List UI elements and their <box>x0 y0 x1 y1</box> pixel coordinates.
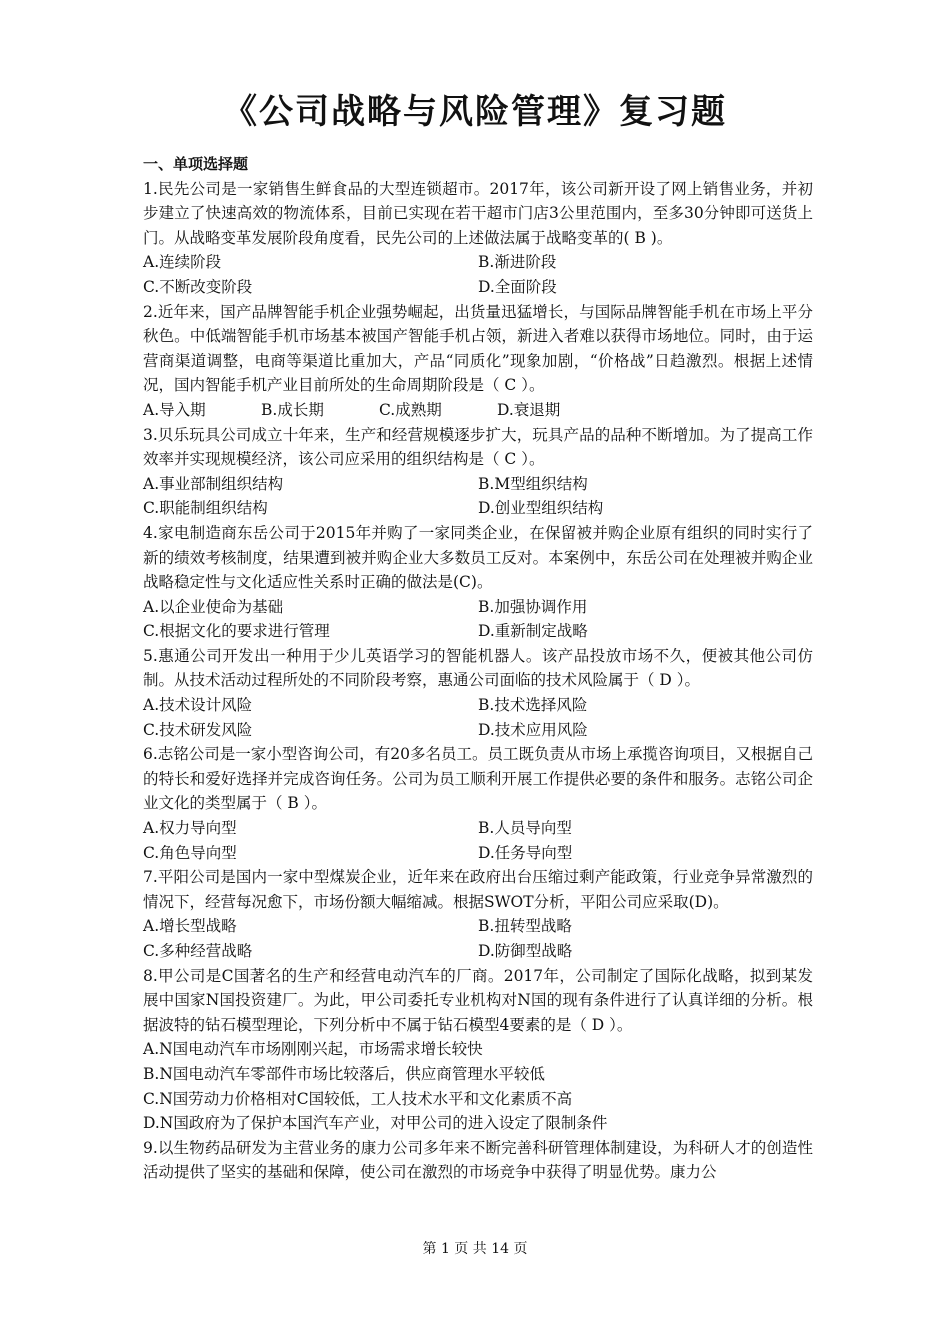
section-heading: 一、单项选择题 <box>143 155 249 173</box>
option: C.N国劳动力价格相对C国较低，工人技术水平和文化素质不高 <box>143 1089 573 1108</box>
question-4-stem: 4.家电制造商东岳公司于2015年并购了一家同类企业，在保留被并购企业原有组织的同时实行了新的绩效考核制度，结果遭到被并购企业大多数员工反对。本案例中，东岳公司在处理被并购企业战略稳定性与文化适应性关系时正确的做法是(C)。 <box>143 523 813 592</box>
option: A.事业部制组织结构 <box>143 474 284 493</box>
option: C.职能制组织结构 <box>143 499 268 518</box>
question-7-stem: 7.平阳公司是国内一家中型煤炭企业，近年来在政府出台压缩过剩产能政策，行业竞争异常激烈的情况下，经营每况愈下，市场份额大幅缩减。根据SWOT分析，平阳公司应采取(D)。 <box>143 868 813 911</box>
option: B.技术选择风险 <box>478 696 588 715</box>
document-title: 《公司战略与风险管理》复习题 <box>223 92 727 132</box>
option: A.增长型战略 <box>143 917 237 936</box>
option: B.人员导向型 <box>478 819 572 838</box>
question-4-options <box>143 595 813 620</box>
question-6-stem: 6.志铭公司是一家小型咨询公司，有20多名员工。员工既负责从市场上承揽咨询项目，又根据自己的特长和爱好选择并完成咨询任务。公司为员工顺利开展工作提供必要的条件和服务。志铭公司企业文化的类型属于（ B ）。 <box>143 745 814 813</box>
option: B.N国电动汽车零部件市场比较落后，供应商管理水平较低 <box>143 1064 545 1083</box>
question-5-options <box>143 693 813 718</box>
option: B.加强协调作用 <box>478 597 588 616</box>
option: A.权力导向型 <box>143 819 237 838</box>
option: B.扭转型战略 <box>478 917 572 936</box>
option: B.渐进阶段 <box>478 253 557 272</box>
question-1-options <box>143 275 813 300</box>
question-2-stem: 2.近年来，国产品牌智能手机企业强势崛起，出货量迅猛增长，与国际品牌智能手机在市场上平分秋色。中低端智能手机市场基本被国产智能手机占领，新进入者难以获得市场地位。同时，由于运营商渠道调整，电商等渠道比重加大，产品“同质化”现象加剧，“价格战”日趋激烈。根据上述情况，国内智能手机产业目前所处的生命周期阶段是（ C ）。 <box>143 302 813 395</box>
option: B.M型组织结构 <box>478 474 588 493</box>
option: D.任务导向型 <box>478 843 573 862</box>
option: D.N国政府为了保护本国汽车产业，对甲公司的进入设定了限制条件 <box>143 1114 608 1133</box>
question-3-stem: 3.贝乐玩具公司成立十年来，生产和经营规模逐步扩大，玩具产品的品种不断增加。为了提高工作效率并实现规模经济，该公司应采用的组织结构是（ C ）。 <box>143 425 813 469</box>
question-7-options <box>143 939 813 964</box>
question-1-options <box>143 250 813 275</box>
option: D.全面阶段 <box>478 277 557 296</box>
option: A.技术设计风险 <box>143 696 253 715</box>
option: C.技术研发风险 <box>143 720 253 739</box>
option: B.成长期 <box>261 400 324 419</box>
option: D.防御型战略 <box>478 942 573 960</box>
option: C.多种经营战略 <box>143 942 253 960</box>
question-8-stem: 8.甲公司是C国著名的生产和经营电动汽车的厂商。2017年，公司制定了国际化战略，拟到某发展中国家N国投资建厂。为此，甲公司委托专业机构对N国的现有条件进行了认真详细的分析。根据波特的钻石模型理论，下列分析中不属于钻石模型4要素的是（ D ）。 <box>143 966 813 1034</box>
option: C.不断改变阶段 <box>143 277 253 296</box>
question-3-options <box>143 496 813 521</box>
option: A.连续阶段 <box>143 253 222 272</box>
question-9-stem: 9.以生物药品研发为主营业务的康力公司多年来不断完善科研管理体制建设，为科研人才的创造性活动提供了坚实的基础和保障，使公司在激烈的市场竞争中获得了明显优势。康力公 <box>143 1138 813 1182</box>
page-footer: 第 1 页 共 14 页 <box>422 1241 528 1257</box>
option: D.重新制定战略 <box>478 622 588 641</box>
option: D.衰退期 <box>497 400 561 419</box>
option: C.根据文化的要求进行管理 <box>143 622 330 641</box>
question-5-options <box>143 718 813 743</box>
question-4-options <box>143 619 813 644</box>
question-6-options <box>143 841 813 866</box>
option: A.导入期 <box>143 400 206 419</box>
option: A.N国电动汽车市场刚刚兴起，市场需求增长较快 <box>143 1040 483 1059</box>
option: D.创业型组织结构 <box>478 499 604 518</box>
option: C.成熟期 <box>379 400 442 419</box>
option: A.以企业使命为基础 <box>143 597 284 616</box>
question-5-stem: 5.惠通公司开发出一种用于少儿英语学习的智能机器人。该产品投放市场不久，便被其他公司仿制。从技术活动过程所处的不同阶段考察，惠通公司面临的技术风险属于（ D ）。 <box>143 646 813 690</box>
question-1-stem: 1.民先公司是一家销售生鲜食品的大型连锁超市。2017年，该公司新开设了网上销售业务，并初步建立了快速高效的物流体系，目前已实现在若干超市门店3公里范围内，至多30分钟即可送货上门。从战略变革发展阶段角度看，民先公司的上述做法属于战略变革的( B )。 <box>143 179 813 247</box>
option: C.角色导向型 <box>143 843 237 862</box>
question-7-options <box>143 914 813 939</box>
question-3-options <box>143 472 813 497</box>
document-body <box>143 152 813 1185</box>
question-6-options <box>143 816 813 841</box>
question-2-options <box>143 398 813 423</box>
option: D.技术应用风险 <box>478 720 588 739</box>
